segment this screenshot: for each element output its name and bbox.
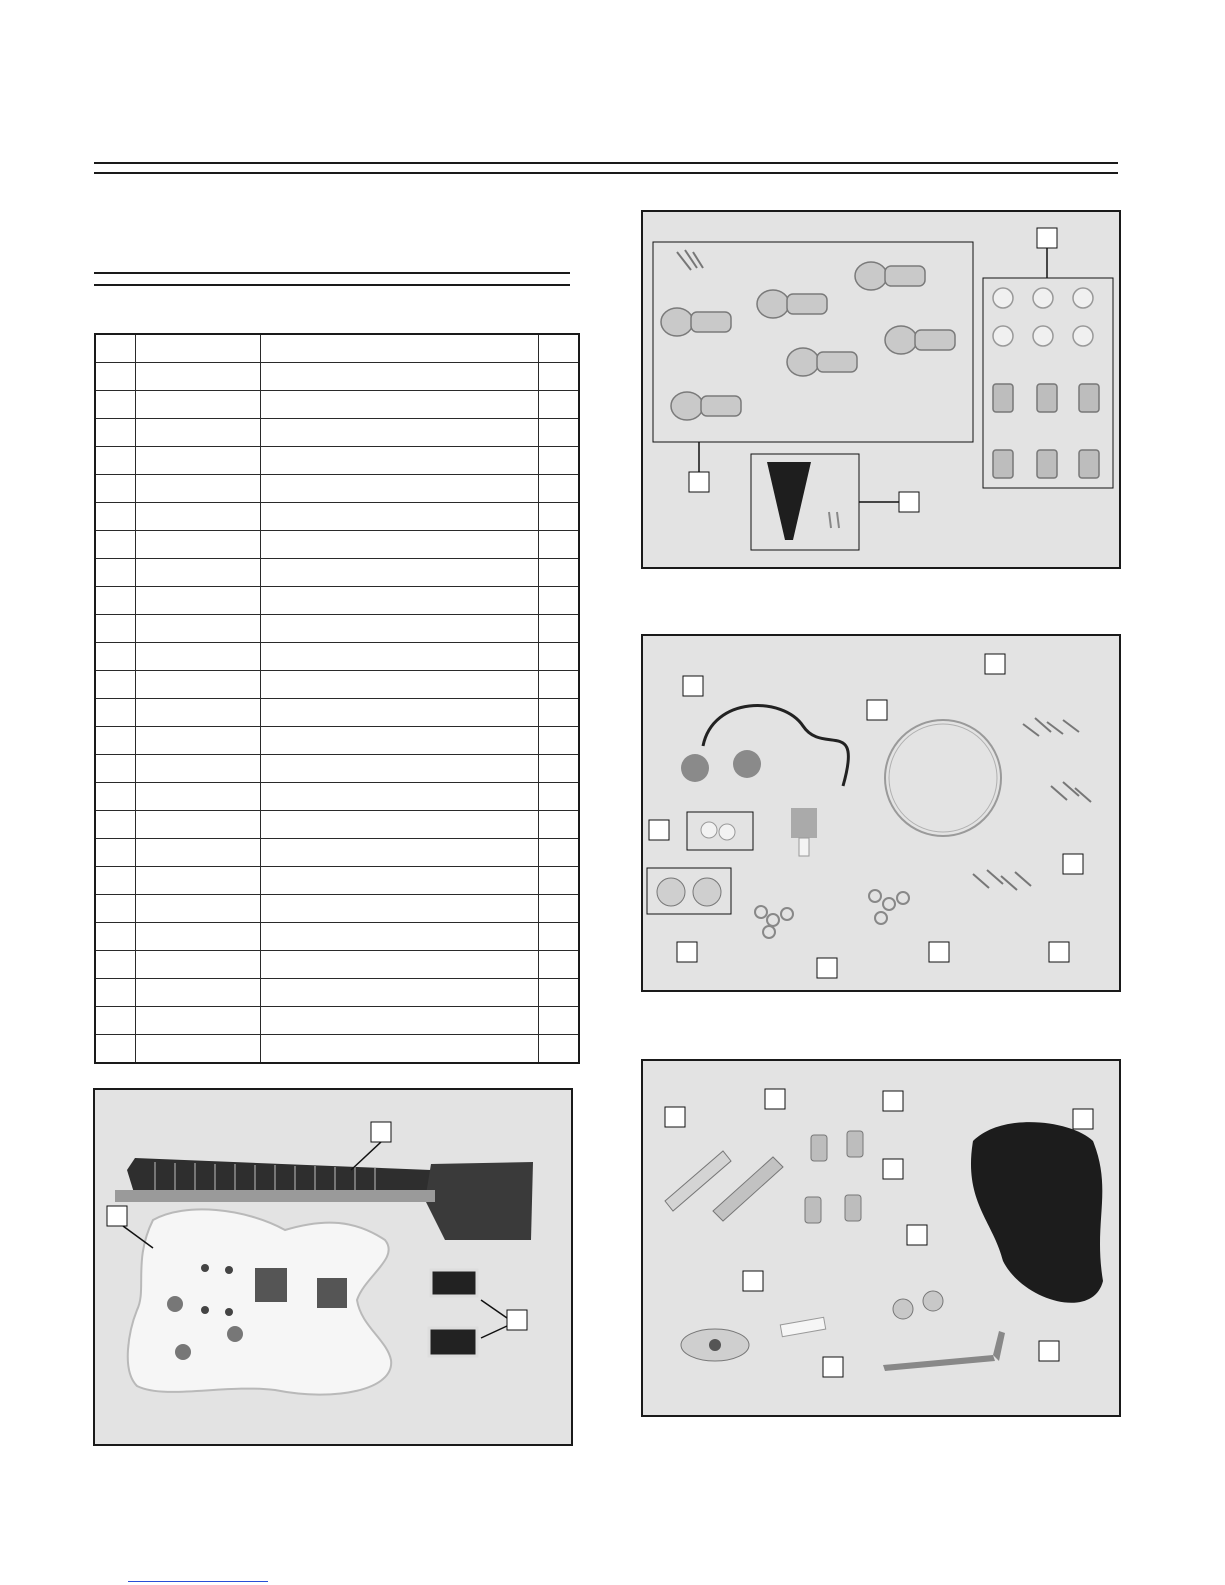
parts-table-cell — [538, 363, 579, 391]
parts-table-cell — [95, 643, 135, 671]
parts-table-cell — [260, 671, 538, 699]
callout-truss-cover — [899, 492, 919, 512]
hardware-illustration — [643, 1061, 1119, 1415]
parts-table-cell — [538, 979, 579, 1007]
parts-table-cell — [260, 727, 538, 755]
parts-table-row — [95, 951, 579, 979]
parts-table-row — [95, 1035, 579, 1064]
parts-table-cell — [135, 503, 260, 531]
parts-table-cell — [135, 419, 260, 447]
parts-table-cell — [538, 419, 579, 447]
parts-table-cell — [260, 531, 538, 559]
parts-table-cell — [260, 643, 538, 671]
parts-table-cell — [260, 811, 538, 839]
parts-table-cell — [95, 727, 135, 755]
parts-table-cell — [95, 671, 135, 699]
callout-pickups — [507, 1310, 527, 1330]
parts-table-cell — [260, 699, 538, 727]
parts-table-cell — [135, 727, 260, 755]
photo-tuners — [641, 210, 1121, 569]
parts-table-cell — [538, 923, 579, 951]
parts-table-cell — [135, 475, 260, 503]
parts-section-rule-bottom — [94, 284, 570, 286]
parts-table-row — [95, 755, 579, 783]
parts-table-cell — [260, 615, 538, 643]
parts-table-cell — [538, 895, 579, 923]
parts-table-row — [95, 559, 579, 587]
parts-table-cell — [260, 895, 538, 923]
parts-table-cell — [135, 334, 260, 363]
parts-table-row — [95, 895, 579, 923]
parts-table-row — [95, 867, 579, 895]
pot-1 — [681, 754, 709, 782]
parts-table-cell — [135, 1007, 260, 1035]
parts-table-cell — [538, 587, 579, 615]
neck-pickup-cavity — [255, 1268, 287, 1302]
parts-table-cell — [260, 755, 538, 783]
header-rule-top — [94, 162, 1118, 164]
parts-table-cell — [538, 1035, 579, 1064]
parts-table-cell — [95, 475, 135, 503]
parts-table-cell — [95, 839, 135, 867]
pot-2 — [733, 750, 761, 778]
parts-section-rule-top — [94, 272, 570, 274]
parts-table-row — [95, 699, 579, 727]
parts-table-row — [95, 979, 579, 1007]
footer-link-underline[interactable] — [128, 1581, 268, 1582]
parts-table-row — [95, 391, 579, 419]
photo-body-neck — [93, 1088, 573, 1446]
parts-table-row — [95, 643, 579, 671]
parts-table-row — [95, 531, 579, 559]
pickup-1 — [431, 1270, 477, 1296]
parts-table-row — [95, 671, 579, 699]
parts-table-cell — [260, 559, 538, 587]
photo-hardware — [641, 1059, 1121, 1417]
parts-table-row — [95, 475, 579, 503]
parts-table-cell — [538, 671, 579, 699]
photo-electronics — [641, 634, 1121, 992]
parts-table-cell — [538, 643, 579, 671]
parts-table-cell — [135, 671, 260, 699]
pickup-2 — [429, 1328, 477, 1356]
parts-table-cell — [538, 334, 579, 363]
parts-table-cell — [538, 783, 579, 811]
parts-table-cell — [135, 391, 260, 419]
parts-table-row — [95, 587, 579, 615]
parts-table-cell — [260, 783, 538, 811]
parts-table-row — [95, 363, 579, 391]
parts-table-cell — [260, 334, 538, 363]
parts-table-cell — [95, 783, 135, 811]
parts-table-cell — [95, 391, 135, 419]
parts-table-row — [95, 419, 579, 447]
parts-table-cell — [260, 1035, 538, 1064]
strap-button-1 — [893, 1299, 913, 1319]
tuners-illustration — [643, 212, 1119, 567]
parts-table-cell — [135, 643, 260, 671]
parts-table-cell — [135, 923, 260, 951]
parts-table-row — [95, 615, 579, 643]
callout-tuners — [689, 472, 709, 492]
parts-table-cell — [260, 503, 538, 531]
parts-list-body — [95, 334, 579, 1063]
parts-table-row — [95, 727, 579, 755]
electronics-illustration — [643, 636, 1119, 990]
parts-table-cell — [95, 1035, 135, 1064]
parts-table-cell — [135, 559, 260, 587]
parts-table-cell — [95, 867, 135, 895]
callout-bushings — [1037, 228, 1057, 248]
parts-table-cell — [538, 951, 579, 979]
parts-table-cell — [95, 587, 135, 615]
parts-table-cell — [260, 587, 538, 615]
parts-table-cell — [135, 979, 260, 1007]
parts-table-cell — [538, 503, 579, 531]
parts-table-row — [95, 923, 579, 951]
parts-table-cell — [95, 755, 135, 783]
parts-table-cell — [538, 727, 579, 755]
parts-table-cell — [95, 559, 135, 587]
parts-table-cell — [538, 867, 579, 895]
neck-heel — [425, 1162, 533, 1240]
parts-table-row — [95, 503, 579, 531]
parts-table-cell — [95, 979, 135, 1007]
parts-table-cell — [135, 1035, 260, 1064]
parts-table-cell — [135, 587, 260, 615]
parts-table-cell — [135, 699, 260, 727]
parts-table-cell — [538, 615, 579, 643]
parts-table-row — [95, 839, 579, 867]
parts-table-cell — [260, 363, 538, 391]
parts-table-cell — [135, 811, 260, 839]
parts-table-cell — [538, 447, 579, 475]
strap-button-2 — [923, 1291, 943, 1311]
parts-table-cell — [95, 363, 135, 391]
header-rule-bottom — [94, 172, 1118, 174]
parts-table-cell — [538, 839, 579, 867]
parts-table-row — [95, 811, 579, 839]
parts-table-cell — [95, 1007, 135, 1035]
parts-table-row — [95, 1007, 579, 1035]
callout-body — [107, 1206, 127, 1226]
parts-table-cell — [260, 839, 538, 867]
parts-list-table — [94, 333, 580, 1064]
parts-table-cell — [95, 531, 135, 559]
parts-table-cell — [135, 783, 260, 811]
parts-table-cell — [260, 951, 538, 979]
parts-table-cell — [538, 531, 579, 559]
parts-table-cell — [135, 895, 260, 923]
parts-table-cell — [538, 1007, 579, 1035]
parts-table-cell — [95, 699, 135, 727]
parts-table-cell — [538, 475, 579, 503]
parts-table-cell — [95, 895, 135, 923]
body-neck-illustration — [95, 1090, 571, 1444]
parts-table-cell — [95, 447, 135, 475]
parts-table-cell — [538, 391, 579, 419]
parts-table-cell — [135, 531, 260, 559]
callout-neck — [371, 1122, 391, 1142]
parts-table-cell — [260, 391, 538, 419]
parts-table-cell — [95, 419, 135, 447]
parts-table-cell — [538, 699, 579, 727]
parts-table-cell — [135, 839, 260, 867]
parts-table-cell — [135, 867, 260, 895]
parts-table-row — [95, 447, 579, 475]
parts-table-row — [95, 783, 579, 811]
parts-table-cell — [260, 979, 538, 1007]
parts-table-cell — [260, 447, 538, 475]
parts-table-cell — [260, 867, 538, 895]
parts-table-cell — [260, 923, 538, 951]
parts-table-cell — [135, 615, 260, 643]
parts-table-cell — [538, 811, 579, 839]
parts-table-cell — [95, 811, 135, 839]
bridge-pickup-cavity — [317, 1278, 347, 1308]
parts-table-row — [95, 334, 579, 363]
parts-table-cell — [95, 334, 135, 363]
parts-table-cell — [260, 419, 538, 447]
parts-table-cell — [135, 363, 260, 391]
parts-table-cell — [260, 1007, 538, 1035]
parts-table-cell — [95, 923, 135, 951]
parts-table-cell — [95, 615, 135, 643]
parts-table-cell — [135, 447, 260, 475]
toggle-switch — [791, 808, 817, 838]
parts-table-cell — [135, 755, 260, 783]
parts-table-cell — [95, 951, 135, 979]
parts-table-cell — [538, 559, 579, 587]
parts-table-cell — [538, 755, 579, 783]
parts-table-cell — [260, 475, 538, 503]
parts-table-cell — [95, 503, 135, 531]
parts-table-cell — [135, 951, 260, 979]
